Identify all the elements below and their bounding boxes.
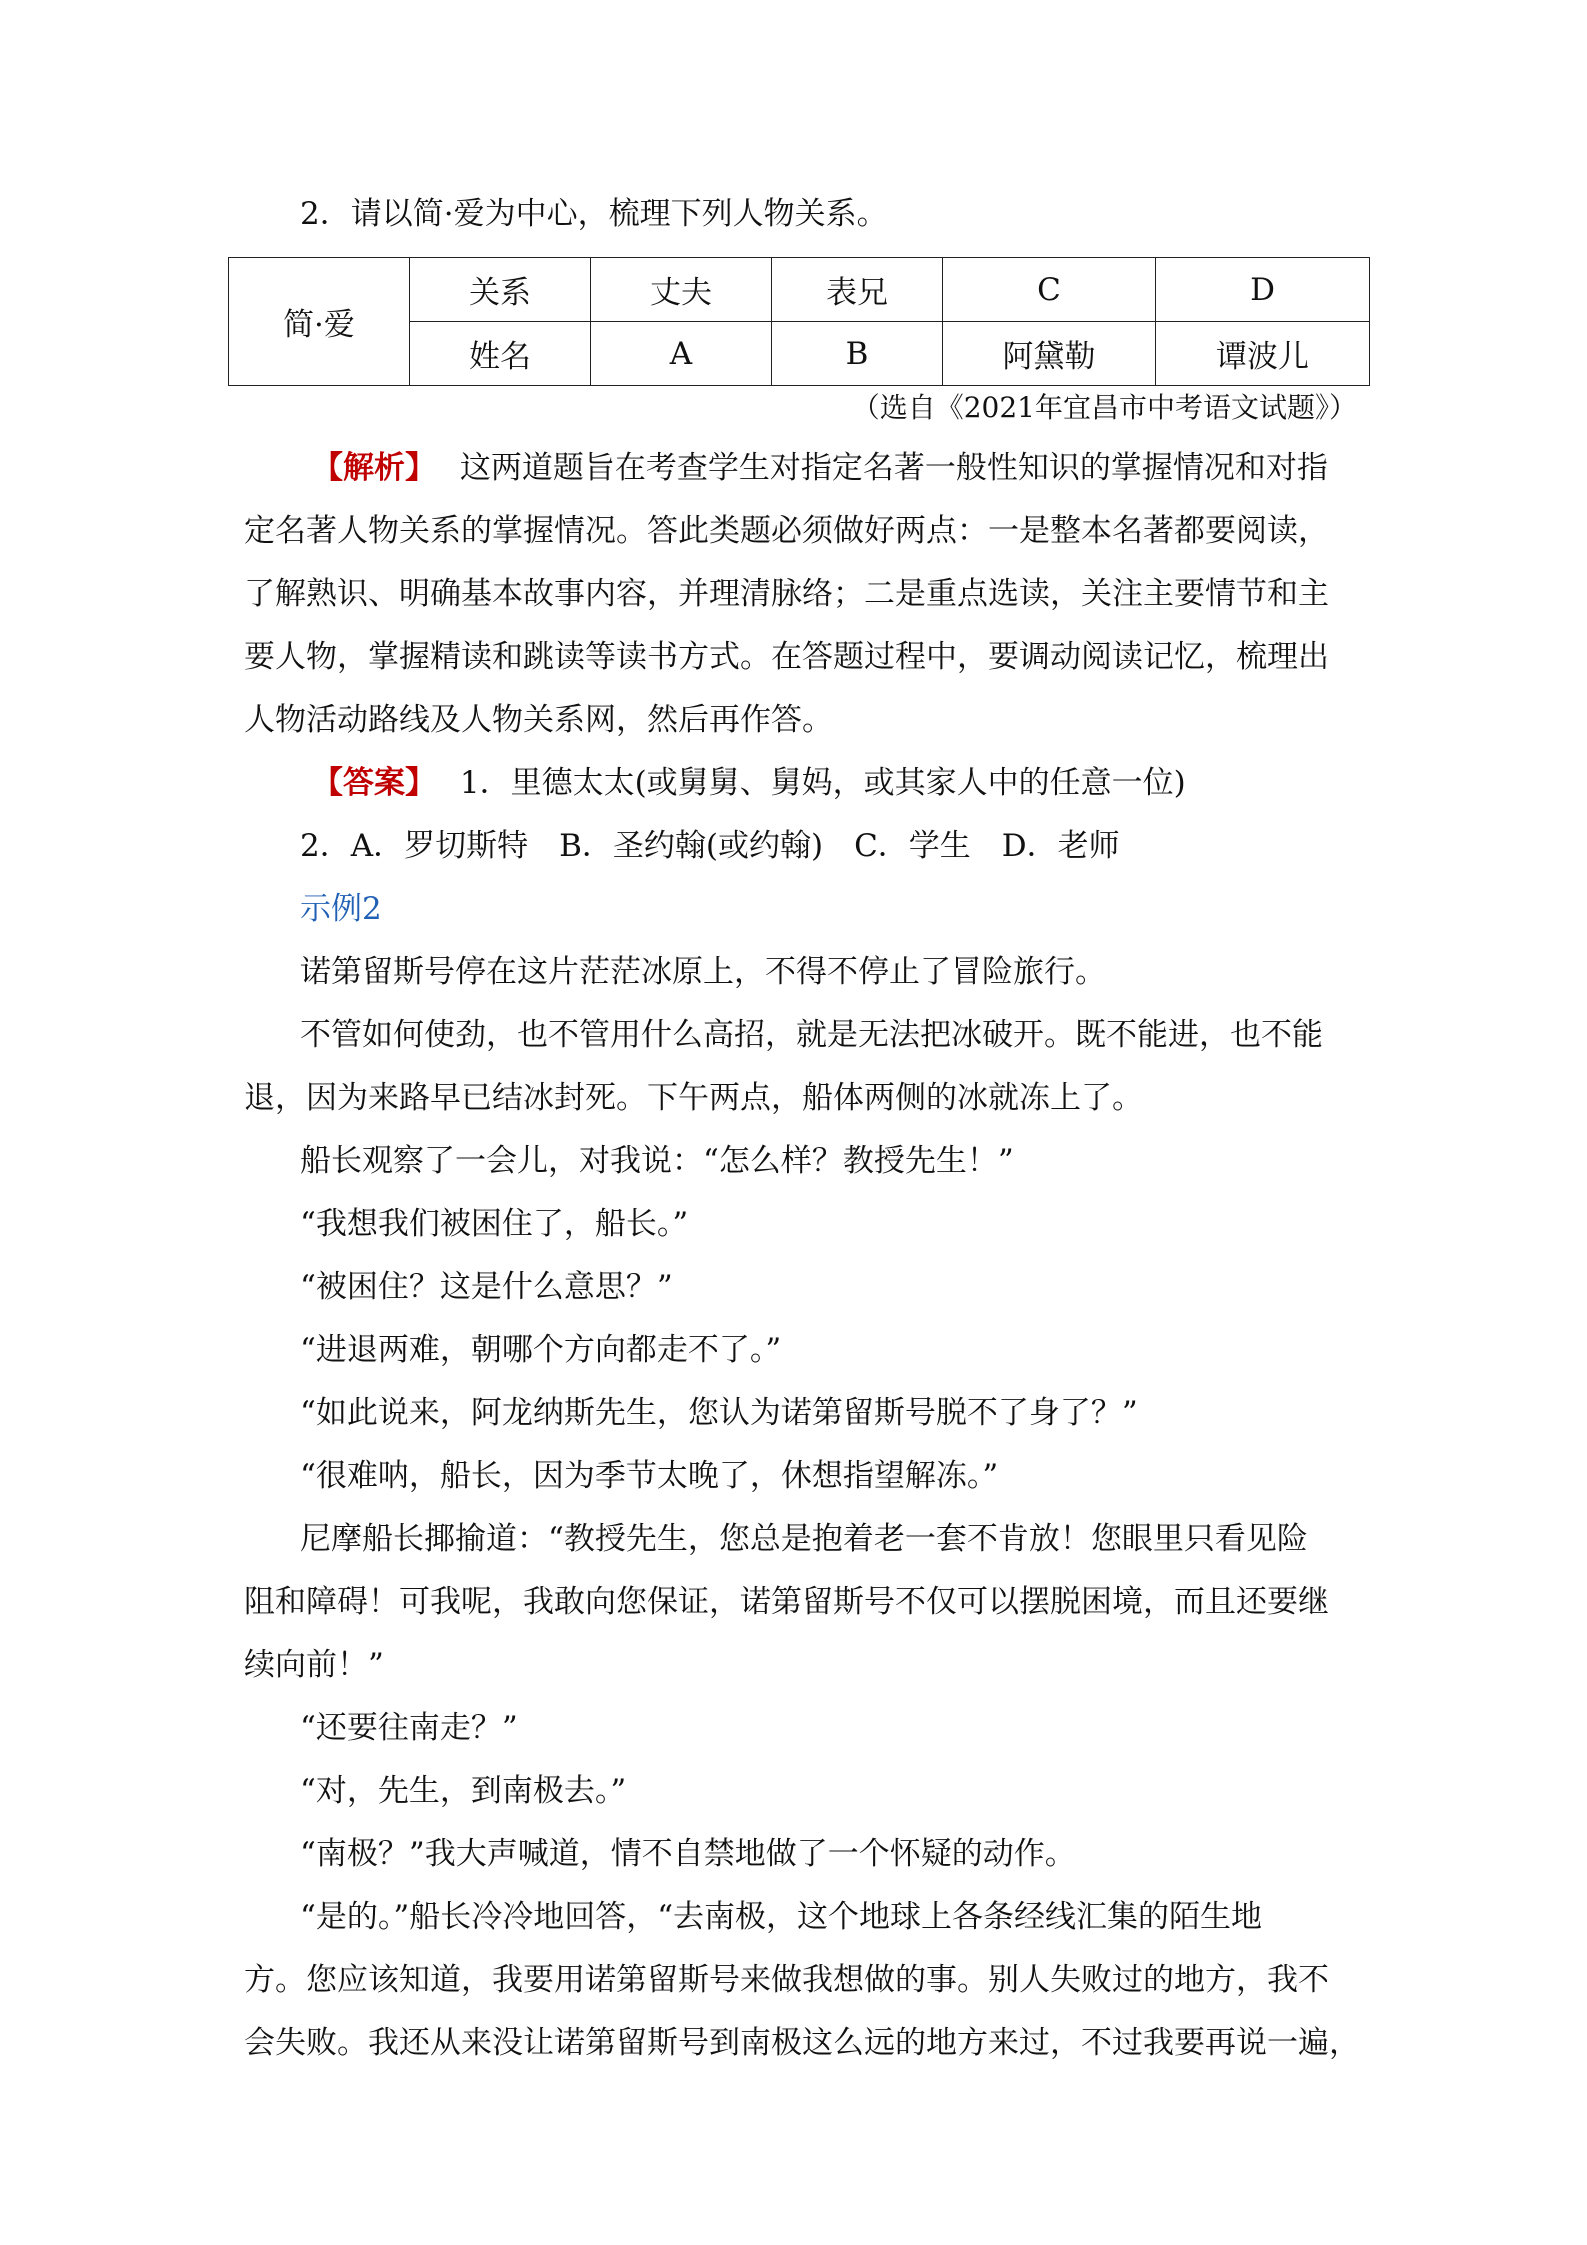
passage-line: 续向前！” — [244, 1647, 384, 1683]
answer-text: 1．里德太太(或舅舅、舅妈，或其家人中的任意一位) — [459, 765, 1186, 801]
analysis-line: 定名著人物关系的掌握情况。答此类题必须做好两点：一是整本名著都要阅读， — [244, 513, 1329, 549]
passage-line: 诺第留斯号停在这片茫茫冰原上，不得不停止了冒险旅行。 — [300, 954, 1106, 990]
subject-cell: 简·爱 — [229, 258, 410, 386]
name-cell: 谭波儿 — [1156, 322, 1370, 386]
passage-line: “我想我们被困住了，船长。” — [300, 1206, 689, 1242]
question-2: 2．请以简·爱为中心，梳理下列人物关系。 — [300, 196, 888, 232]
example-label: 示例2 — [300, 891, 382, 927]
passage-line: “进退两难，朝哪个方向都走不了。” — [300, 1332, 782, 1368]
answer-line-2: 2．A．罗切斯特 B．圣约翰(或约翰) C．学生 D．老师 — [300, 828, 1120, 864]
passage-line: “还要往南走？” — [300, 1710, 518, 1746]
analysis-line: 了解熟识、明确基本故事内容，并理清脉络；二是重点选读，关注主要情节和主 — [244, 576, 1329, 612]
relation-cell: C — [943, 258, 1156, 322]
answer-tag: 【答案】 — [312, 765, 436, 801]
passage-line: 船长观察了一会儿，对我说：“怎么样？教授先生！” — [300, 1143, 1014, 1179]
analysis-line: 人物活动路线及人物关系网，然后再作答。 — [244, 702, 833, 738]
passage-line: “对，先生，到南极去。” — [300, 1773, 627, 1809]
name-cell: B — [772, 322, 943, 386]
name-cell: A — [591, 322, 772, 386]
source-citation: （选自《2021年宜昌市中考语文试题》） — [851, 391, 1357, 424]
passage-line: 尼摩船长揶揄道：“教授先生，您总是抱着老一套不肯放！您眼里只看见险 — [300, 1521, 1308, 1557]
passage-line: “是的。”船长冷冷地回答，“去南极，这个地球上各条经线汇集的陌生地 — [300, 1899, 1263, 1935]
passage-line: “如此说来，阿龙纳斯先生，您认为诺第留斯号脱不了身了？” — [300, 1395, 1138, 1431]
name-cell: 阿黛勒 — [943, 322, 1156, 386]
relation-cell: 丈夫 — [591, 258, 772, 322]
table-row — [229, 258, 1370, 322]
passage-line: 方。您应该知道，我要用诺第留斯号来做我想做的事。别人失败过的地方，我不 — [244, 1962, 1329, 1998]
passage-line: 退，因为来路早已结冰封死。下午两点，船体两侧的冰就冻上了。 — [244, 1080, 1143, 1116]
answer-line-1 — [312, 763, 1186, 803]
relationship-table — [228, 257, 1370, 386]
analysis-line: 要人物，掌握精读和跳读等读书方式。在答题过程中，要调动阅读记忆，梳理出 — [244, 639, 1329, 675]
passage-line: 不管如何使劲，也不管用什么高招，就是无法把冰破开。既不能进，也不能 — [300, 1017, 1323, 1053]
analysis-tag: 【解析】 — [312, 450, 436, 486]
row-label-cell: 姓名 — [410, 322, 591, 386]
passage-line: 会失败。我还从来没让诺第留斯号到南极这么远的地方来过，不过我要再说一遍， — [244, 2025, 1360, 2061]
passage-line: “很难呐，船长，因为季节太晚了，休想指望解冻。” — [300, 1458, 999, 1494]
row-label-cell: 关系 — [410, 258, 591, 322]
passage-line: “南极？”我大声喊道，情不自禁地做了一个怀疑的动作。 — [300, 1836, 1076, 1872]
relation-cell: D — [1156, 258, 1370, 322]
analysis-text: 这两道题旨在考查学生对指定名著一般性知识的掌握情况和对指 — [459, 450, 1328, 486]
passage-line: “被困住？这是什么意思？” — [300, 1269, 673, 1305]
analysis-line-1 — [312, 448, 1328, 488]
passage-line: 阻和障碍！可我呢，我敢向您保证，诺第留斯号不仅可以摆脱困境，而且还要继 — [244, 1584, 1329, 1620]
relation-cell: 表兄 — [772, 258, 943, 322]
